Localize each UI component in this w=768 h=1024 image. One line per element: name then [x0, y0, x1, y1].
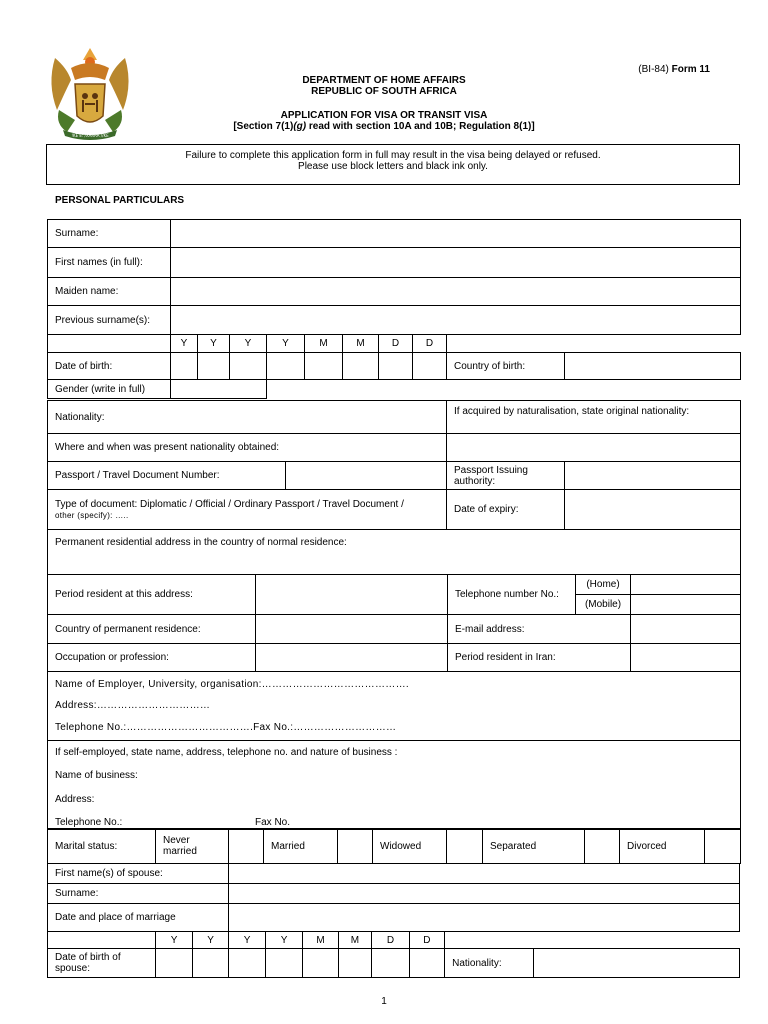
document-type-label	[48, 490, 447, 530]
section-title: PERSONAL PARTICULARS	[55, 195, 185, 206]
date-letter: Y	[265, 932, 302, 949]
document-type-line: Type of document: Diplomatic / Official / Ordinary Passport / Travel Document /	[55, 498, 404, 510]
spouse-first-names-label: First name(s) of spouse:	[48, 864, 229, 884]
date-letter: Y	[267, 335, 305, 353]
self-employed-label: If self-employed, state name, address, telephone no. and nature of business :	[55, 747, 398, 758]
marital-status-label: Marital status:	[48, 829, 156, 864]
passport-authority-field[interactable]	[565, 462, 741, 490]
passport-authority-label	[447, 462, 565, 490]
svg-text:!KE E: /XARRA //KE: !KE E: /XARRA //KE	[71, 133, 109, 138]
dob-digit-box[interactable]	[267, 353, 305, 380]
republic-name: REPUBLIC OF SOUTH AFRICA	[311, 86, 457, 97]
date-letter: D	[409, 932, 444, 949]
widowed-label: Widowed	[373, 829, 447, 864]
employer-address-line: Address:……………………………	[55, 700, 211, 711]
first-names-label: First names (in full):	[48, 248, 171, 278]
never-married-line: Never	[163, 835, 190, 846]
date-letter: D	[379, 335, 413, 353]
blank-cell	[48, 335, 171, 353]
naturalisation-label[interactable]: If acquired by naturalisation, state original nationality:	[447, 401, 741, 434]
notice-line: Please use block letters and black ink only.	[298, 161, 488, 172]
spouse-dob-digit-box[interactable]	[409, 949, 444, 978]
country-permanent-residence-label: Country of permanent residence:	[48, 615, 256, 644]
form-number: (BI-84) Form 11	[638, 64, 710, 75]
spouse-dob-line: spouse:	[55, 963, 91, 974]
form-title: APPLICATION FOR VISA OR TRANSIT VISA	[280, 110, 488, 121]
business-phone-label: Telephone No.:	[55, 817, 123, 828]
date-of-birth-label: Date of birth:	[48, 353, 171, 380]
separated-checkbox[interactable]	[585, 829, 620, 864]
form-legal-reference: [Section 7(1)(g) read with section 10A and 10B; Regulation 8(1)]	[233, 121, 535, 132]
date-letter: D	[413, 335, 447, 353]
permanent-address-label[interactable]: Permanent residential address in the country of normal residence:	[48, 530, 741, 575]
spouse-first-names-field[interactable]	[229, 864, 740, 884]
employer-block[interactable]	[48, 672, 741, 741]
spouse-surname-field[interactable]	[229, 884, 740, 904]
divorced-label: Divorced	[620, 829, 705, 864]
nationality-obtained-label: Where and when was present nationality obtained:	[48, 434, 447, 462]
dob-digit-box[interactable]	[413, 353, 447, 380]
maiden-name-label: Maiden name:	[48, 278, 171, 306]
personal-particulars-table	[47, 219, 741, 399]
blank-cell	[267, 380, 741, 399]
date-letter: Y	[229, 932, 265, 949]
spouse-dob-digit-box[interactable]	[229, 949, 265, 978]
passport-number-label: Passport / Travel Document Number:	[48, 462, 286, 490]
spouse-dob-digit-box[interactable]	[192, 949, 229, 978]
gender-label: Gender (write in full)	[48, 380, 171, 399]
separated-label: Separated	[483, 829, 585, 864]
date-letter: D	[372, 932, 409, 949]
mobile-phone-field[interactable]	[631, 595, 741, 615]
spouse-dob-label	[48, 949, 156, 978]
address-contact-table	[47, 529, 741, 830]
self-employed-block[interactable]	[48, 741, 741, 830]
never-married-label	[156, 829, 229, 864]
date-letter: M	[305, 335, 343, 353]
period-resident-address-label: Period resident at this address:	[48, 575, 256, 615]
business-fax-label: Fax No.	[255, 817, 291, 828]
first-names-field[interactable]	[171, 248, 741, 278]
spouse-dob-digit-box[interactable]	[372, 949, 409, 978]
email-field[interactable]	[631, 615, 741, 644]
date-of-expiry-field[interactable]	[565, 490, 741, 530]
widowed-checkbox[interactable]	[447, 829, 483, 864]
country-permanent-residence-field[interactable]	[256, 615, 448, 644]
nationality-obtained-field[interactable]	[447, 434, 741, 462]
business-name-label: Name of business:	[55, 770, 138, 781]
date-letter: M	[343, 335, 379, 353]
date-letter: Y	[156, 932, 192, 949]
marriage-date-place-field[interactable]	[229, 904, 740, 932]
document-type-other: other (specify): …..	[55, 510, 129, 520]
spouse-dob-digit-box[interactable]	[265, 949, 302, 978]
dob-digit-box[interactable]	[198, 353, 230, 380]
spouse-dob-digit-box[interactable]	[303, 949, 338, 978]
date-letter: M	[338, 932, 371, 949]
page-number: 1	[381, 996, 387, 1007]
maiden-name-field[interactable]	[171, 278, 741, 306]
dob-digit-box[interactable]	[230, 353, 267, 380]
business-phone-row	[55, 817, 740, 828]
email-label: E-mail address:	[448, 615, 631, 644]
spouse-surname-label: Surname:	[48, 884, 229, 904]
business-address-label: Address:	[55, 794, 95, 805]
employer-phone-line: Telephone No.:……………………………….Fax No.:…………………………	[55, 722, 397, 733]
date-letter: Y	[198, 335, 230, 353]
dob-digit-box[interactable]	[171, 353, 198, 380]
date-letter: M	[303, 932, 338, 949]
gender-field[interactable]	[171, 380, 267, 399]
nationality-label: Nationality:	[48, 401, 447, 434]
passport-authority-line: Passport Issuing	[454, 464, 528, 476]
never-married-line: married	[163, 846, 197, 857]
spouse-nationality-field[interactable]	[534, 949, 740, 978]
period-resident-address-field[interactable]	[256, 575, 448, 615]
country-of-birth-label: Country of birth:	[447, 353, 565, 380]
date-of-expiry-label: Date of expiry:	[447, 490, 565, 530]
spouse-dob-digit-box[interactable]	[156, 949, 192, 978]
surname-field[interactable]	[171, 220, 741, 248]
marriage-date-place-label: Date and place of marriage	[48, 904, 229, 932]
occupation-label: Occupation or profession:	[48, 644, 256, 672]
occupation-field[interactable]	[256, 644, 448, 672]
blank-cell	[445, 932, 740, 949]
blank-cell	[447, 335, 741, 353]
spouse-table	[47, 863, 740, 978]
dob-digit-box[interactable]	[379, 353, 413, 380]
instructions-notice	[46, 144, 740, 185]
passport-number-field[interactable]	[286, 462, 447, 490]
surname-label: Surname:	[48, 220, 171, 248]
previous-surnames-field[interactable]	[171, 306, 741, 335]
country-of-birth-field[interactable]	[565, 353, 741, 380]
date-letter: Y	[230, 335, 267, 353]
notice-line: Failure to complete this application form in full may result in the visa being delayed or refused.	[185, 150, 601, 161]
home-phone-label: (Home)	[576, 575, 631, 595]
date-letter: Y	[192, 932, 229, 949]
previous-surnames-label: Previous surname(s):	[48, 306, 171, 335]
dob-digit-box[interactable]	[343, 353, 379, 380]
mobile-phone-label: (Mobile)	[576, 595, 631, 615]
never-married-checkbox[interactable]	[229, 829, 264, 864]
passport-authority-line: authority:	[454, 475, 496, 487]
department-name: DEPARTMENT OF HOME AFFAIRS	[302, 75, 466, 86]
marital-status-table	[47, 828, 741, 864]
date-letter: Y	[171, 335, 198, 353]
period-resident-iran-label: Period resident in Iran:	[448, 644, 631, 672]
employer-name-line: Name of Employer, University, organisation:…………………………………….	[55, 679, 409, 690]
married-checkbox[interactable]	[338, 829, 373, 864]
period-resident-iran-field[interactable]	[631, 644, 741, 672]
spouse-dob-digit-box[interactable]	[338, 949, 371, 978]
telephone-number-label: Telephone number No.:	[448, 575, 576, 615]
nationality-passport-table	[47, 400, 741, 530]
home-phone-field[interactable]	[631, 575, 741, 595]
married-label: Married	[264, 829, 338, 864]
spouse-dob-line: Date of birth of	[55, 952, 121, 963]
dob-digit-box[interactable]	[305, 353, 343, 380]
divorced-checkbox[interactable]	[705, 829, 741, 864]
spouse-nationality-label: Nationality:	[445, 949, 534, 978]
blank-cell	[48, 932, 156, 949]
